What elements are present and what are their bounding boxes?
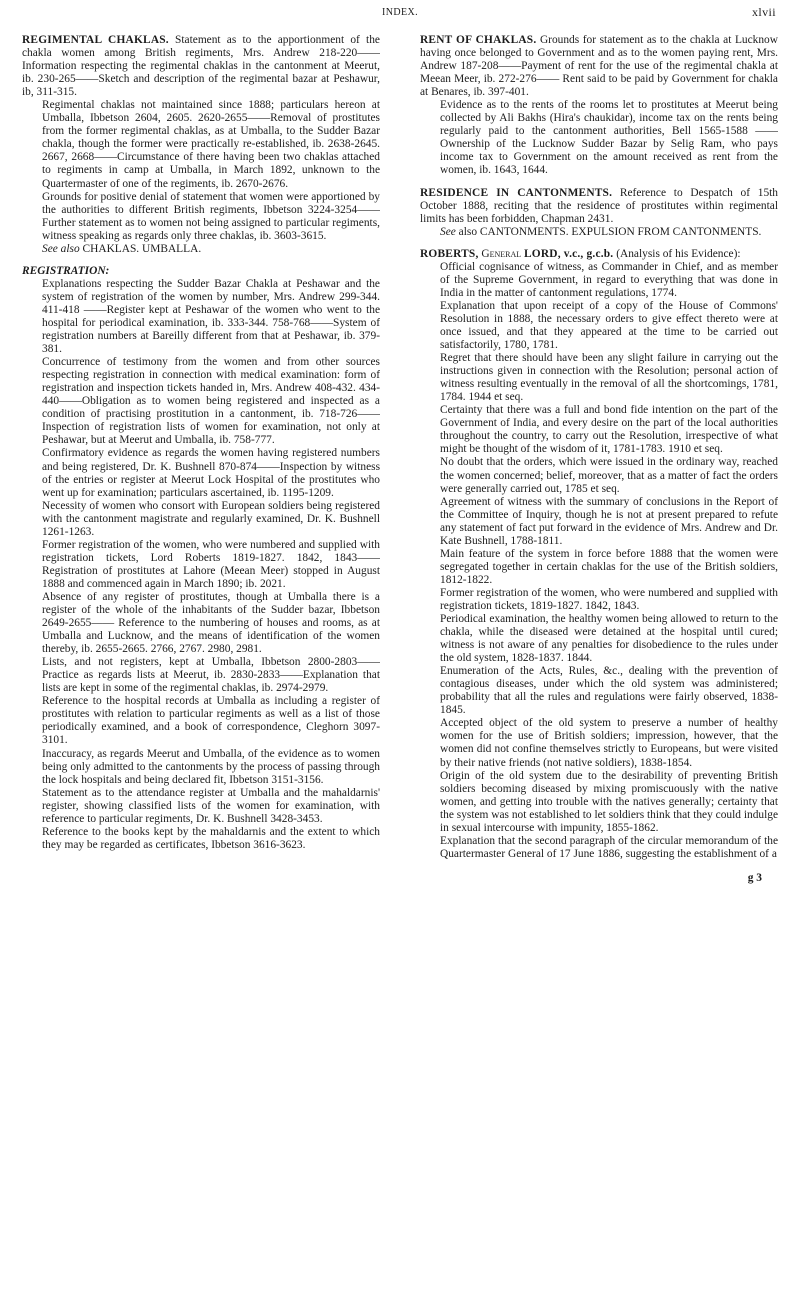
entry-rent-of-chaklas — [420, 34, 778, 178]
left-column — [22, 34, 380, 1302]
entry-text: Statement as to the apportionment of the chakla women among British regiments, Mrs. Andrew 218-220——Information respecting the regimental chaklas in the cantonment at Meerut, ib. 230-265——Sketch and description of the regimental bazar at Peshawur, ib, 311-315. — [22, 34, 380, 99]
entry-residence — [420, 187, 778, 239]
entry-paragraph: Regret that there should have been any slight failure in carrying out the instructions given in connection with the Resolution; personal action of witness resulting eventually in the removal of all the shortcomings, 1781, 1784. 1944 et seq. — [440, 352, 778, 404]
see-also-label: See also — [42, 242, 80, 255]
page-title: INDEX. — [381, 7, 418, 18]
entry-paragraph: Explanations respecting the Sudder Bazar Chakla at Peshawar and the system of registration of the women by number, Mrs. Andrew 299-344. 411-418 ——Register kept at Peshawar of the women who went to the hospital for periodical examination, ib. 333-344. 758-768——System of registration numbers at Bareilly different from that at Peshawar, ib. 379-381. — [42, 277, 380, 356]
entry-heading: RESIDENCE IN CANTONMENTS. — [420, 186, 613, 199]
entry-text: Reference to Despatch of 15th October 1888, reciting that the residence of prostitutes within regimental limits has been forbidden, Chapman 2431. — [420, 186, 778, 225]
entry-paragraph: Agreement of witness with the summary of conclusions in the Report of the Committee of Inquiry, though he is not at present prepared to refute any statement of fact put forward in the evidence of Mrs. Andrew and Dr. Kate Bushnell, 1788-1811. — [440, 495, 778, 547]
entry-paragraph: Certainty that there was a full and bond fide intention on the part of the Government of India, and every desire on the part of the local authorities throughout the country, to carry out the Resolution, irrespective of what might be thought of the wisdom of it, 1781-1783. 1910 et seq. — [440, 404, 778, 456]
page-header — [0, 5, 800, 21]
entry-paragraph: Official cognisance of witness, as Commander in Chief, and as member of the Supreme Government, in regard to everything that was done in India in the matter of cantonment regulations, 1774. — [440, 260, 778, 299]
entry-paragraph: Former registration of the women, who were numbered and supplied with registration tickets, 1819-1827. 1842, 1843. — [440, 586, 778, 612]
entry-paragraph: Necessity of women who consort with European soldiers being registered with the cantonment magistrate and regularly examined, Dr. K. Bushnell 1261-1263. — [42, 499, 380, 538]
entry-paragraph: Accepted object of the old system to preserve a number of healthy women for the use of British soldiers; impression, however, that the women did not confine themselves strictly to Europeans, but were visited by their native friends (not native soldiers), 1838-1854. — [440, 717, 778, 769]
entry-note: (Analysis of his Evidence): — [616, 247, 741, 260]
entry-paragraph: Periodical examination, the healthy women being allowed to return to the chakla, while the diseased were detained at the hospital until cured; witness is not aware of any penalties for disobedience to the rules under the old system, 1828-1837. 1844. — [440, 613, 778, 665]
entry-paragraph: Regimental chaklas not maintained since 1888; particulars hereon at Umballa, Ibbetson 2604, 2605. 2620-2655——Removal of prostitutes from the former regimental chaklas, as at Umballa, to the Sudder Bazar chakla, though the former were practically re-established, ib. 2638-2645. 2667, 2668——Circumstance of there having been two chaklas attached to regiments in camp at Umballa, in March 1892, unknown to the Quartermaster of one of the regiments, ib. 2670-2676. — [42, 99, 380, 190]
entry-regimental-chaklas — [22, 34, 380, 256]
entry-paragraph: Main feature of the system in force before 1888 that the women were segregated together in certain chaklas for the use of the British soldiers, 1812-1822. — [440, 547, 778, 586]
entry-paragraph: No doubt that the orders, which were issued in the ordinary way, reached the women concerned; belief, moreover, that as a matter of fact the orders were generally carried out, 1785 et seq. — [440, 456, 778, 495]
entry-name: LORD, v.c., g.c.b. — [524, 247, 614, 260]
entry-paragraph: Enumeration of the Acts, Rules, &c., dealing with the prevention of contagious diseases, under which the old system was administered; probability that all the rules and regulations were fairly observed, 1838-1845. — [440, 665, 778, 717]
entry-heading: REGISTRATION: — [22, 264, 110, 277]
entry-paragraph: Reference to the books kept by the mahaldarnis and the extent to which they may be regarded as certificates, Ibbetson 3616-3623. — [42, 825, 380, 851]
entry-heading: REGIMENTAL CHAKLAS. — [22, 34, 169, 46]
entry-paragraph: Confirmatory evidence as regards the women having registered numbers and being registered, Dr. K. Bushnell 870-874——Inspection by witness of the entries or register at Meerut Lock Hospital of the prostitutes who went up for examination; particulars ascertained, ib. 1195-1209. — [42, 447, 380, 499]
see-also-refs: also CANTONMENTS. EXPULSION FROM CANTONMENTS. — [458, 225, 762, 238]
entry-paragraph: Inaccuracy, as regards Meerut and Umballa, of the evidence as to women being only admitted to the cantonments by the process of passing through the lock hospitals and being declared fit, Ibbetson 3151-3156. — [42, 747, 380, 786]
entry-paragraph: Origin of the old system due to the desirability of preventing British soldiers becoming diseased by mixing promiscuously with the native women, and getting into trouble with the natives generally; certainty that the system was not established to let soldiers think that they could indulge in sexual intercourse with impunity, 1855-1862. — [440, 769, 778, 834]
entry-roberts — [420, 248, 778, 861]
entry-heading: RENT OF CHAKLAS. — [420, 34, 537, 46]
entry-paragraph: Absence of any register of prostitutes, though at Umballa there is a register of the whole of the inhabitants of the Sudder bazar, Ibbetson 2649-2655—— Reference to the numbering of houses and rooms, as at Umballa and Lucknow, and the means of identification of the women thereby, ib. 2655-2665. 2766, 2767. 2980, 2981. — [42, 590, 380, 656]
entry-paragraph: Explanation that the second paragraph of the circular memorandum of the Quartermaster General of 17 June 1886, suggesting the establishment of a — [440, 834, 778, 860]
entry-paragraph: Statement as to the attendance register at Umballa and the mahaldarnis' register, showing classified lists of the women for examination, with reference to particular regiments, Dr. K. Bushnell 3428-3453. — [42, 786, 380, 825]
entry-rank: General — [481, 247, 522, 260]
entry-heading: ROBERTS, — [420, 247, 479, 260]
right-column — [420, 34, 778, 1302]
entry-paragraph: Explanation that upon receipt of a copy of the House of Commons' Resolution in 1888, the necessary orders to give effect thereto were at once issued, and that they appeared at the time to be carried out satisfactorily, 1780, 1781. — [440, 299, 778, 352]
entry-paragraph: Grounds for positive denial of statement that women were apportioned by the authorities to different British regiments, Ibbetson 3224-3254——Further statement as to women not being assigned to particular regiments, witness speaking as regards only three chaklas, ib. 3603-3615. — [42, 190, 380, 242]
see-also-label: See — [440, 225, 456, 238]
entry-paragraph: Former registration of the women, who were numbered and supplied with registration tickets, Lord Roberts 1819-1827. 1842, 1843——Registration of prostitutes at Lahore (Meean Meer) stopped in August 1888 and commenced again in March 1890; ib. 2021. — [42, 538, 380, 590]
entry-text: Grounds for statement as to the chakla at Lucknow having once belonged to Government and as to the women paying rent, Mrs. Andrew 187-208——Payment of rent for the use of the regimental chakla at Meean Meer, ib. 272-276—— Rent said to be paid by Government for chakla at Benares, ib. 397-401. — [420, 34, 778, 99]
page-number: xlvii — [751, 5, 776, 19]
entry-paragraph: Evidence as to the rents of the rooms let to prostitutes at Meerut being collected by Ali Bakhs (Hira's chaukidar), income tax on the rents being regularly paid to the cantonment authorities, Bell 1565-1588 ——Ownership of the Lucknow Sudder Bazar by Selig Ram, who pays income tax to Government on the amount received as rent from the women, ib. 1643, 1644. — [440, 99, 778, 177]
signature-mark: g 3 — [747, 872, 762, 885]
entry-paragraph: Lists, and not registers, kept at Umballa, Ibbetson 2800-2803——Practice as regards lists at Meerut, ib. 2830-2833——Explanation that lists are kept in some of the regimental chaklas, ib. 2974-2979. — [42, 656, 380, 695]
entry-registration — [22, 265, 380, 852]
see-also-refs: CHAKLAS. UMBALLA. — [82, 242, 202, 255]
entry-paragraph: Concurrence of testimony from the women and from other sources respecting registration in connection with medical examination: form of registration and inspection tickets handed in, Mrs. Andrew 408-432. 434-440——Obligation as to women being registered and inspected as a condition of practising prostitution in a cantonment, ib. 718-726——Inspection of registration lists of women for examination, not only at Peshawar, but at Meerut and Umballa, ib. 758-777. — [42, 356, 380, 447]
entry-paragraph: Reference to the hospital records at Umballa as including a register of prostitutes with relation to particular regiments as well as a list of those periodically examined, and a book of correspondence, Cleghorn 3097-3101. — [42, 695, 380, 747]
